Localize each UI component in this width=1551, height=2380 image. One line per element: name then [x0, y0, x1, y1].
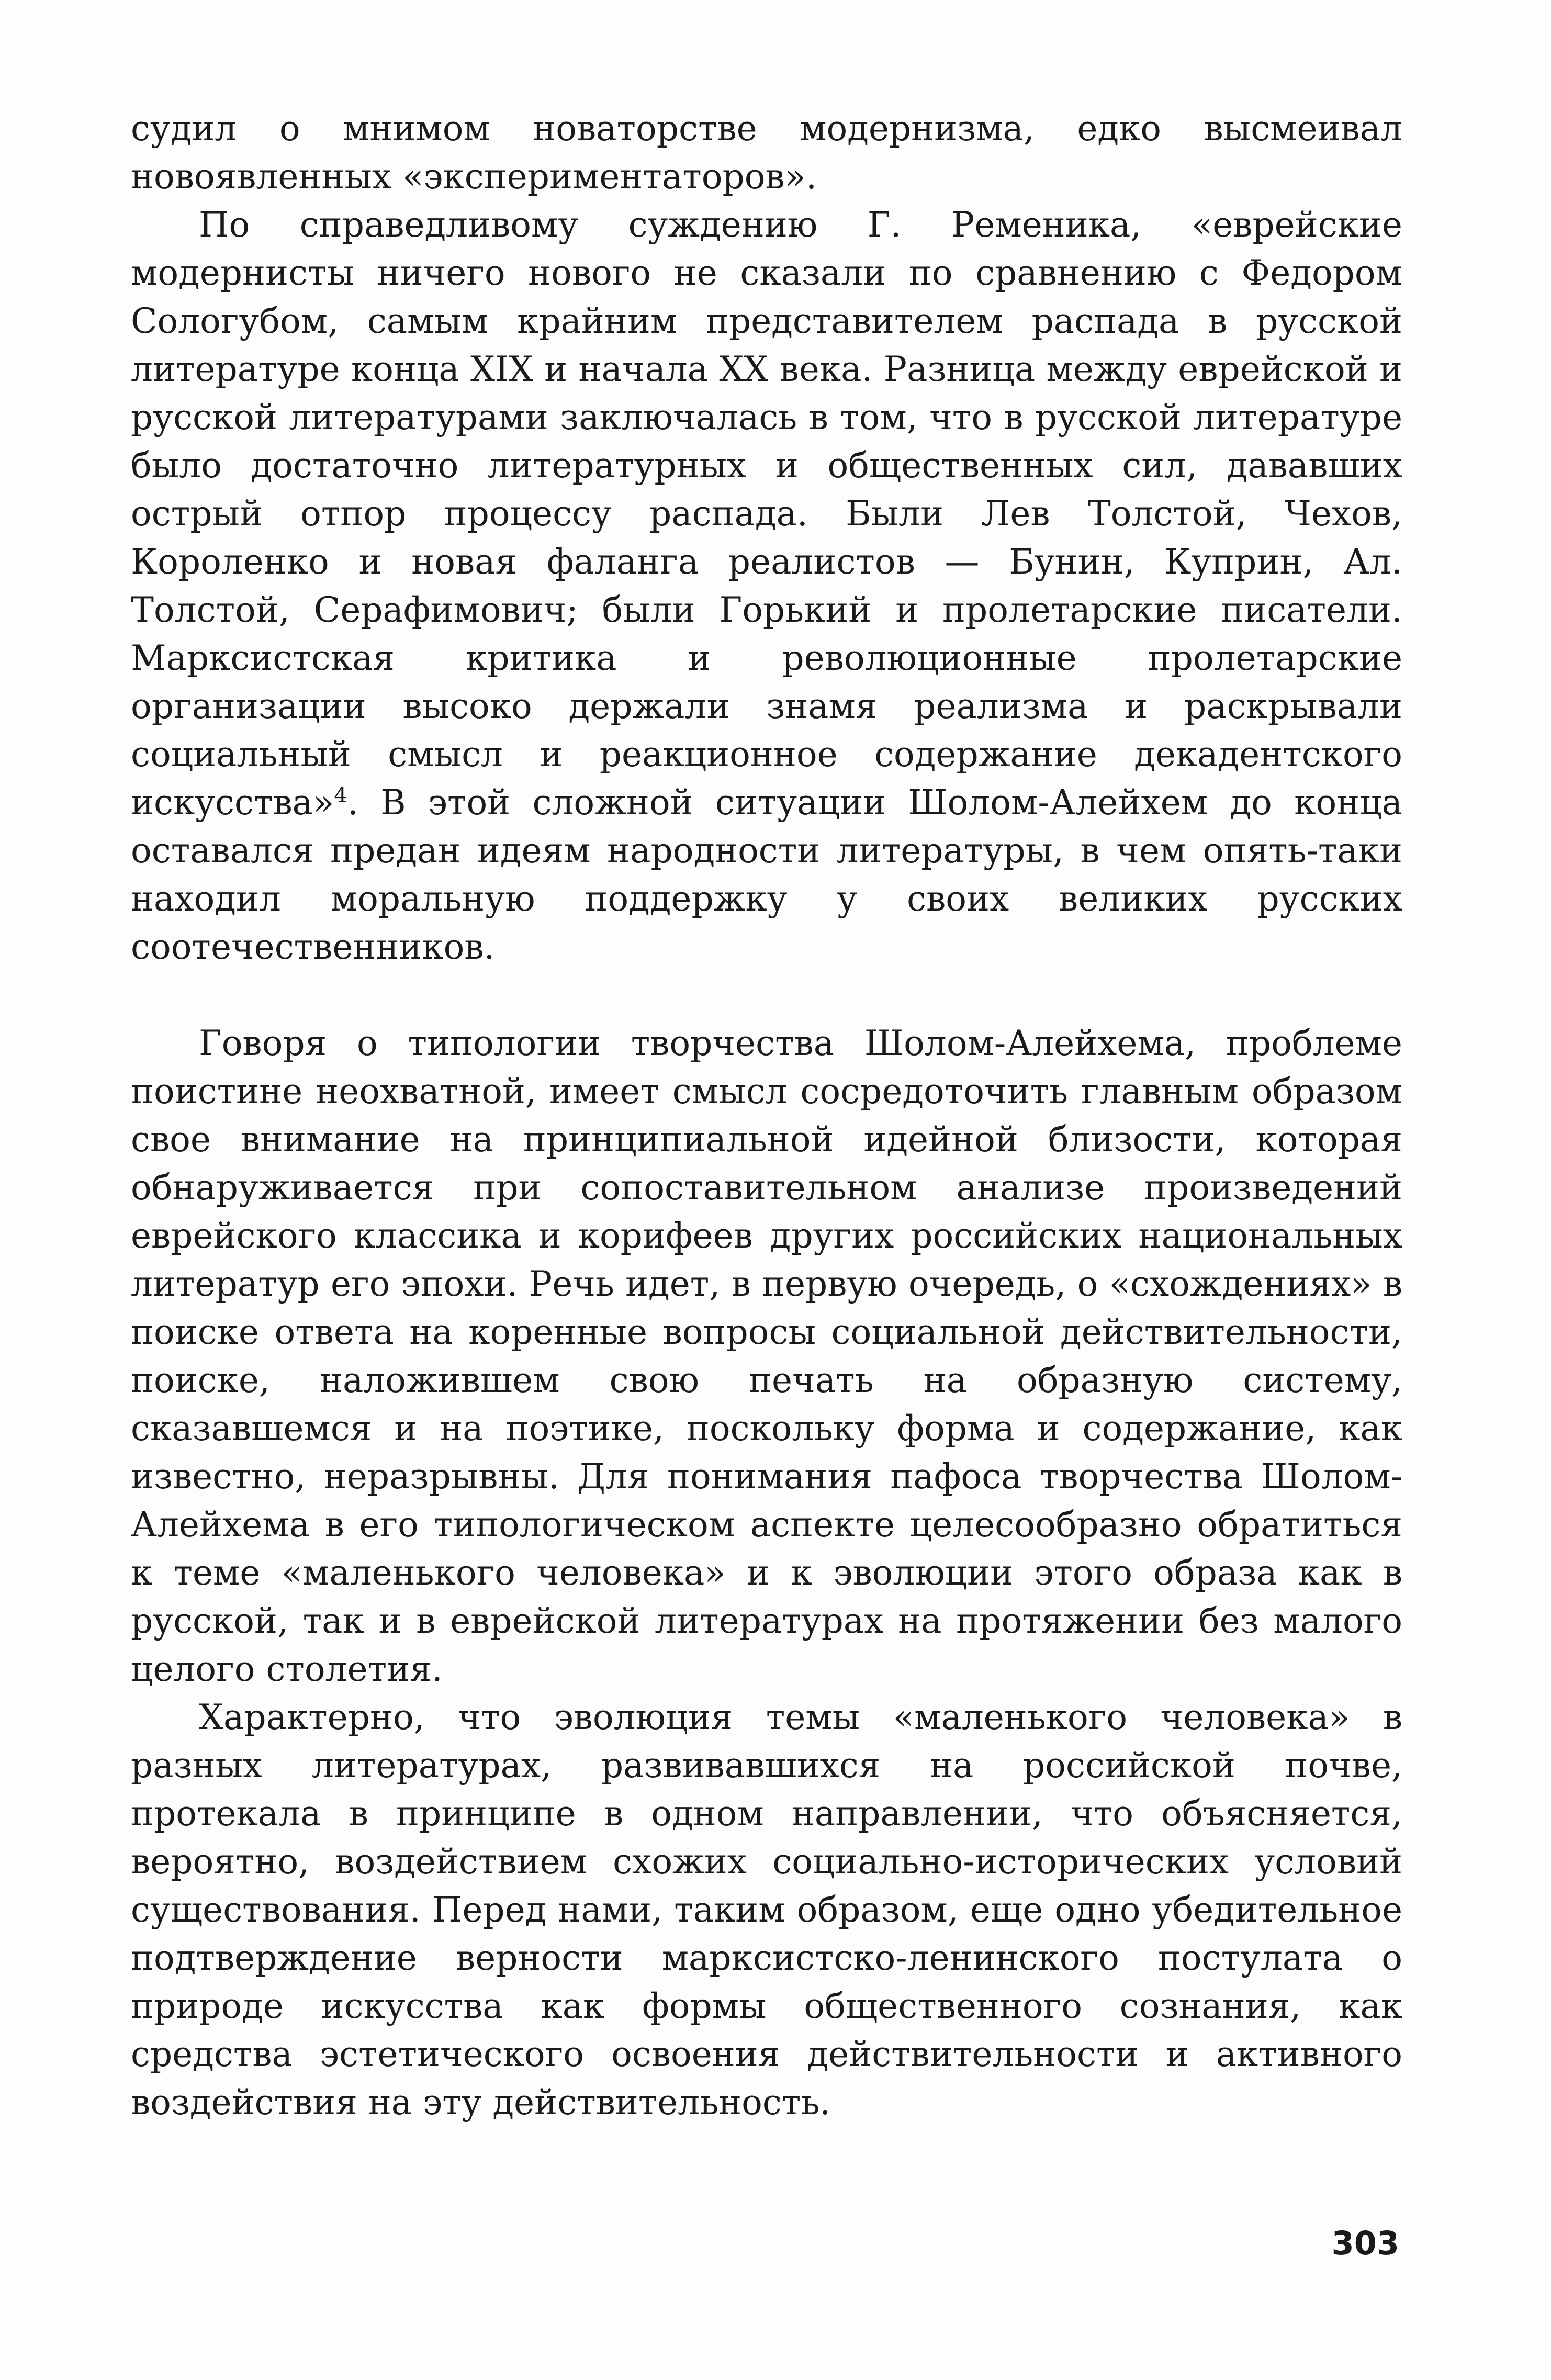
paragraph-continuation: судил о мнимом новаторстве модернизма, едко высмеивал новоявленных «экспериментаторов».	[131, 108, 1402, 197]
footnote-reference[interactable]: 4	[334, 783, 347, 807]
paragraph-remenik-tail: . В этой сложной ситуации Шолом-Алейхем до конца оставался предан идеям народности литературы, в чем опять-таки находил моральную поддержку у своих великих русских соотечественников.	[131, 782, 1402, 967]
paragraph-remenik-quote	[131, 201, 1402, 971]
page-body	[131, 105, 1402, 2127]
page-number: 303	[1331, 2224, 1399, 2262]
paragraph-remenik-text: По справедливому суждению Г. Ременика, «еврейские модернисты ничего нового не сказали по сравнению с Федором Сологубом, самым крайним представителем распада в русской литературе конца XIX и начала XX века. Разница между еврейской и русской литературами заключалась в том, что в русской литературе было достаточно литературных и общественных сил, дававших острый отпор процессу распада. Были Лев Толстой, Чехов, Короленко и новая фаланга реалистов — Бунин, Куприн, Ал. Толстой, Серафимович; были Горький и пролетарские писатели. Марксистская критика и революционные пролетарские организации высоко держали знамя реализма и раскрывали социальный смысл и реакционное содержание декадентского искусства»	[131, 205, 1402, 823]
paragraph-evolution: Характерно, что эволюция темы «маленького человека» в разных литературах, развивавшихся на российской почве, протекала в принципе в одном направлении, что объясняется, вероятно, воздействием схожих социально-исторических условий существования. Перед нами, таким образом, еще одно убедительное подтверждение верности марксистско-ленинского постулата о природе искусства как формы общественного сознания, как средства эстетического освоения действительности и активного воздействия на эту действительность.	[131, 1697, 1402, 2123]
paragraph-typology: Говоря о типологии творчества Шолом-Алейхема, проблеме поистине неохватной, имеет смысл сосредоточить главным образом свое внимание на принципиальной идейной близости, которая обнаруживается при сопоставительном анализе произведений еврейского классика и корифеев других российских национальных литератур его эпохи. Речь идет, в первую очередь, о «схождениях» в поиске ответа на коренные вопросы социальной действительности, поиске, наложившем свою печать на образную систему, сказавшемся и на поэтике, поскольку форма и содержание, как известно, неразрывны. Для понимания пафоса творчества Шолом-Алейхема в его типологическом аспекте целесообразно обратиться к теме «маленького человека» и к эволюции этого образа как в русской, так и в еврейской литературах на протяжении без малого целого столетия.	[131, 1023, 1402, 1689]
section-break	[131, 971, 1402, 1019]
